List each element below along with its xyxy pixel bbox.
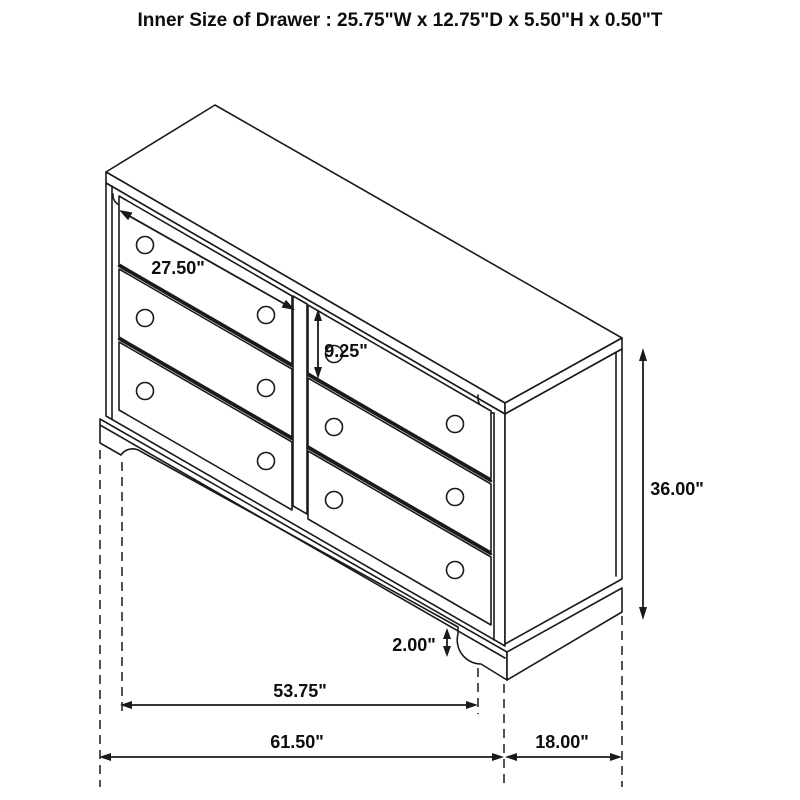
diagram-title: Inner Size of Drawer : 25.75"W x 12.75"D x 5.50"H x 0.50"T [137, 10, 663, 31]
arrowhead [639, 348, 647, 361]
arrowhead [505, 753, 517, 761]
dim-foot-spacing-width [120, 681, 478, 709]
drawer-knob [137, 310, 154, 327]
dim-overall-width [99, 732, 504, 761]
dim-label-overall-depth: 18.00" [535, 732, 589, 752]
dim-label-drawer-front-height: 9.25" [324, 341, 368, 361]
drawer-knob [326, 492, 343, 509]
drawer-knob [258, 453, 275, 470]
drawer-knob [258, 380, 275, 397]
dim-label-drawer-opening-width: 27.50" [151, 258, 205, 278]
dim-base-foot-height [392, 628, 451, 657]
drawer-knob [447, 416, 464, 433]
dim-label-overall-width: 61.50" [270, 732, 324, 752]
dim-overall-depth [505, 732, 622, 761]
drawer-knob [258, 307, 275, 324]
drawer-knob [137, 237, 154, 254]
dim-label-overall-height: 36.00" [650, 479, 704, 499]
center-divider [293, 296, 307, 514]
arrowhead [443, 628, 451, 639]
drawer-knob [326, 419, 343, 436]
arrowhead [610, 753, 622, 761]
dresser-drawing [100, 105, 622, 680]
drawer-knob [447, 562, 464, 579]
arrowhead [492, 753, 504, 761]
dim-label-foot-spacing-width: 53.75" [273, 681, 327, 701]
drawer-knob [447, 489, 464, 506]
arrowhead [639, 607, 647, 620]
drawer-knob [137, 383, 154, 400]
arrowhead [443, 646, 451, 657]
dim-overall-height [639, 348, 704, 620]
arrowhead [99, 753, 111, 761]
dim-label-base-foot-height: 2.00" [392, 635, 436, 655]
arrowhead [466, 701, 478, 709]
